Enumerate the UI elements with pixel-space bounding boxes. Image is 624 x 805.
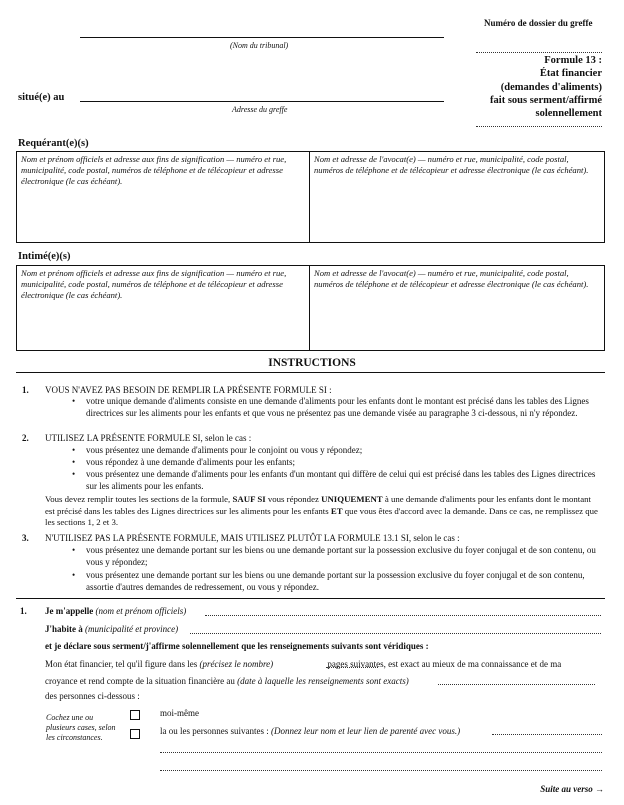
form-title-line: fait sous serment/affirmé — [490, 94, 602, 106]
file-number-field[interactable] — [476, 52, 602, 53]
instruction-2-bullet: • vous présentez une demande d'aliments pour le conjoint ou vous y répondez; — [86, 445, 601, 457]
text: pages suivantes, est exact au mieux de ma connaissance et de ma — [325, 659, 562, 669]
located-at-label: situé(e) au — [18, 92, 65, 103]
name-field[interactable] — [205, 615, 601, 616]
note-emphasis: ET — [330, 505, 343, 516]
self-checkbox[interactable] — [130, 710, 140, 720]
others-option-label — [160, 726, 460, 736]
applicant-lawyer-hint: Nom et adresse de l'avocat(e) — numéro et rue, municipalité, code postal, numéros de téléphone et de télécopieur et adresse électronique (le cas échéant). — [314, 154, 589, 175]
form-title-line: solennellement — [535, 108, 602, 120]
text: la ou les personnes suivantes : — [160, 726, 271, 736]
instruction-2-title: UTILISEZ LA PRÉSENTE FORMULE SI, selon le cas : — [45, 433, 252, 443]
divider — [16, 372, 605, 373]
court-address-line[interactable] — [80, 101, 444, 102]
respondent-address-box[interactable] — [16, 265, 310, 351]
financial-statement-line1 — [45, 659, 561, 669]
instruction-3-bullet: • vous présentez une demande portant sur les biens ou une demande portant sur la possession exclusive du foyer conjugal et de son contenu, assortie d'autres demandes de redressement, ou vous y répondez. — [86, 570, 601, 593]
note-emphasis: SAUF SI — [232, 494, 266, 504]
name-label — [45, 606, 186, 616]
instruction-number: 1. — [22, 385, 29, 395]
instruction-3-title: N'UTILISEZ PAS LA PRÉSENTE FORMULE, MAIS UTILISEZ PLUTÔT LA FORMULE 13.1 SI, selon le cas : — [45, 533, 460, 543]
instruction-2-note — [45, 494, 601, 529]
form-title-line: État financier — [539, 68, 602, 80]
applicants-heading: Requérant(e)(s) — [18, 138, 89, 149]
hint: (précisez le nombre) — [199, 659, 274, 669]
file-number-label: Numéro de dossier du greffe — [484, 18, 593, 28]
respondent-address-hint: Nom et prénom officiels et adresse aux fins de signification — numéro et rue, municipalité, code postal, numéros de téléphone et de télécopieur et adresse électronique (le cas échéant). — [21, 268, 287, 300]
others-field[interactable] — [160, 770, 602, 771]
court-address-caption: Adresse du greffe — [232, 105, 288, 114]
name-hint: (nom et prénom officiels) — [95, 606, 187, 616]
instruction-3-bullet: • vous présentez une demande portant sur les biens ou une demande portant sur la possession exclusive du foyer conjugal et de son contenu, ou vous y répondez; — [86, 545, 601, 568]
instruction-1-bullet: • votre unique demande d'aliments consiste en une demande d'aliments pour les enfants dont le montant est précisé dans les tables des Lignes directrices sur les aliments pour les enfants et que vous ne présentez pas une demande visée au paragraphe 3 ci-dessous, ni n'y répondez. — [86, 396, 601, 419]
respondent-lawyer-box[interactable] — [309, 265, 605, 351]
municipality-field[interactable] — [190, 633, 601, 634]
instruction-number: 3. — [22, 533, 29, 543]
check-note: Cochez une ou plusieurs cases, selon les circonstances. — [46, 713, 116, 742]
note-emphasis: UNIQUEMENT — [321, 494, 383, 504]
respondent-lawyer-hint: Nom et adresse de l'avocat(e) — numéro et rue, municipalité, code postal, numéros de téléphone et de télécopieur et adresse électronique (le cas échéant). — [314, 268, 589, 289]
respondents-heading: Intimé(e)(s) — [18, 251, 71, 262]
text: Mon état financier, tel qu'il figure dans les — [45, 659, 200, 669]
name-label-text: Je m'appelle — [45, 606, 94, 616]
note-text: vous répondez — [265, 494, 322, 504]
others-field[interactable] — [492, 734, 602, 735]
note-text: à une demande d'aliments pour les enfants dont le montant est précisé dans les tables des Lignes directrices sur les aliments pour les enfants — [45, 494, 591, 516]
note-text: Vous devez remplir toutes les sections de la formule, — [45, 494, 233, 504]
continue-note: Suite au verso → — [540, 784, 604, 794]
others-field[interactable] — [160, 752, 602, 753]
accuracy-date-field[interactable] — [438, 684, 595, 685]
instruction-1-title: VOUS N'AVEZ PAS BESOIN DE REMPLIR LA PRÉSENTE FORMULE SI : — [45, 385, 332, 395]
court-name-caption: (Nom du tribunal) — [230, 41, 289, 50]
applicant-address-hint: Nom et prénom officiels et adresse aux fins de signification — numéro et rue, municipalité, code postal, numéros de téléphone et de télécopieur et adresse électronique (le cas échéant). — [21, 154, 287, 186]
live-label — [45, 624, 178, 634]
self-option-label: moi-même — [160, 708, 199, 718]
form-title-line: Formule 13 : — [544, 55, 602, 66]
others-checkbox[interactable] — [130, 729, 140, 739]
instructions-heading: INSTRUCTIONS — [268, 357, 356, 369]
form-date-field[interactable] — [476, 126, 602, 127]
instruction-number: 2. — [22, 433, 29, 443]
instruction-2-bullet: • vous répondez à une demande d'aliments pour les enfants; — [86, 457, 601, 469]
form-title-line: (demandes d'aliments) — [500, 81, 602, 93]
hint: (date à laquelle les renseignements sont exacts) — [237, 676, 409, 686]
applicant-lawyer-box[interactable] — [309, 151, 605, 243]
court-name-line[interactable] — [80, 37, 444, 38]
applicant-address-box[interactable] — [16, 151, 310, 243]
oath-statement: et je déclare sous serment/j'affirme solennellement que les renseignements suivants sont véridiques : — [45, 641, 429, 651]
live-label-text: J'habite à — [45, 624, 83, 634]
instruction-2-bullet: • vous présentez une demande d'aliments pour les enfants d'un montant qui diffère de celui qui est précisé dans les tables des Lignes directrices sur les aliments pour les enfants. — [86, 469, 601, 492]
section-number: 1. — [20, 606, 27, 616]
text: croyance et rend compte de la situation financière au — [45, 676, 238, 686]
financial-statement-line2 — [45, 676, 409, 686]
persons-below: des personnes ci-dessous : — [45, 691, 140, 701]
live-hint: (municipalité et province) — [85, 624, 179, 634]
pages-count-underline — [326, 667, 378, 668]
divider — [16, 598, 605, 599]
hint: (Donnez leur nom et leur lien de parenté avec vous.) — [270, 726, 461, 736]
note-text: que vous êtes d'accord avec la demande. Dans ce cas, ne remplissez que les sections 1, 2 et 3. — [45, 505, 598, 527]
form-title — [490, 54, 602, 120]
